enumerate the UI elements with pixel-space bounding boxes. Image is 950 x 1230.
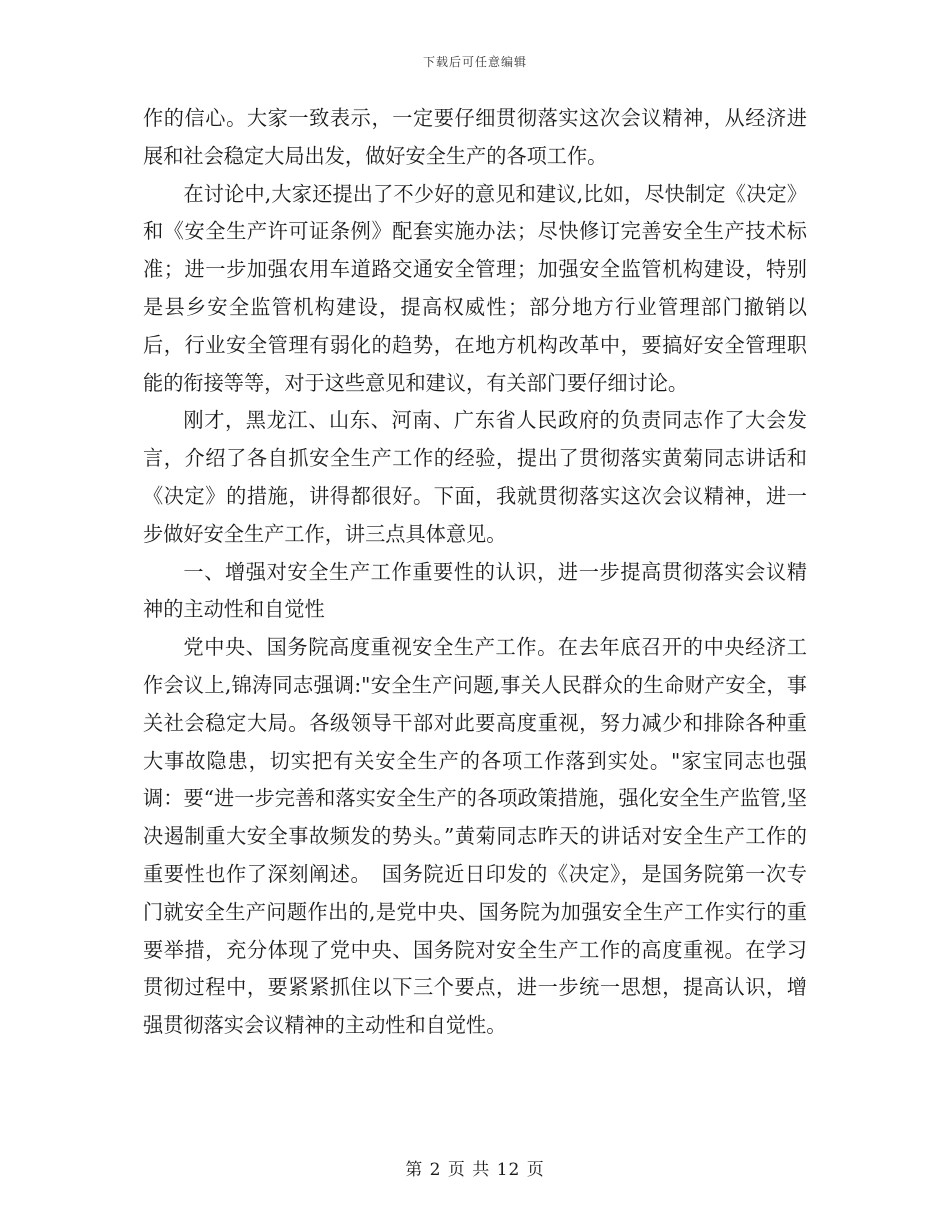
- paragraph-4: 党中央、国务院高度重视安全生产工作。在去年底召开的中央经济工作会议上,锦涛同志强调:"安全生产问题,事关人民群众的生命财产安全，事关社会稳定大局。各级领导干部对此要高度重视，努力减少和排除各种重大事故隐患，切实把有关安全生产的各项工作落到实处。"家宝同志也强调：要“进一步完善和落实安全生产的各项政策措施，强化安全生产监管,坚决遏制重大安全事故频发的势头。”黄菊同志昨天的讲话对安全生产工作的重要性也作了深刻阐述。 国务院近日印发的《决定》，是国务院第一次专门就安全生产问题作出的,是党中央、国务院为加强安全生产工作实行的重要举措，充分体现了党中央、国务院对安全生产工作的高度重视。在学习贯彻过程中，要紧紧抓住以下三个要点，进一步统一思想，提高认识，增强贯彻落实会议精神的主动性和自觉性。: [143, 635, 807, 1038]
- section-heading: 一、增强对安全生产工作重要性的认识，进一步提高贯彻落实会议精神的主动性和自觉性: [143, 559, 807, 622]
- paragraph-1: 作的信心。大家一致表示，一定要仔细贯彻落实这次会议精神，从经济进展和社会稳定大局出发，做好安全生产的各项工作。: [143, 106, 807, 168]
- page-header: 下载后可任意编辑: [422, 55, 527, 69]
- document-body: [143, 100, 807, 1045]
- page-number-footer: 第 2 页 共 12 页: [405, 1160, 545, 1180]
- paragraph-2: 在讨论中,大家还提出了不少好的意见和建议,比如，尽快制定《决定》和《安全生产许可证条例》配套实施办法；尽快修订完善安全生产技术标准；进一步加强农用车道路交通安全管理；加强安全监管机构建设，特别是县乡安全监管机构建设，提高权威性；部分地方行业管理部门撤销以后，行业安全管理有弱化的趋势，在地方机构改革中，要搞好安全管理职能的衔接等等，对于这些意见和建议，有关部门要仔细讨论。: [143, 181, 807, 395]
- paragraph-3: 刚才，黑龙江、山东、河南、广东省人民政府的负责同志作了大会发言，介绍了各自抓安全生产工作的经验，提出了贯彻落实黄菊同志讲话和《决定》的措施，讲得都很好。下面，我就贯彻落实这次会议精神，进一步做好安全生产工作，讲三点具体意见。: [143, 408, 807, 546]
